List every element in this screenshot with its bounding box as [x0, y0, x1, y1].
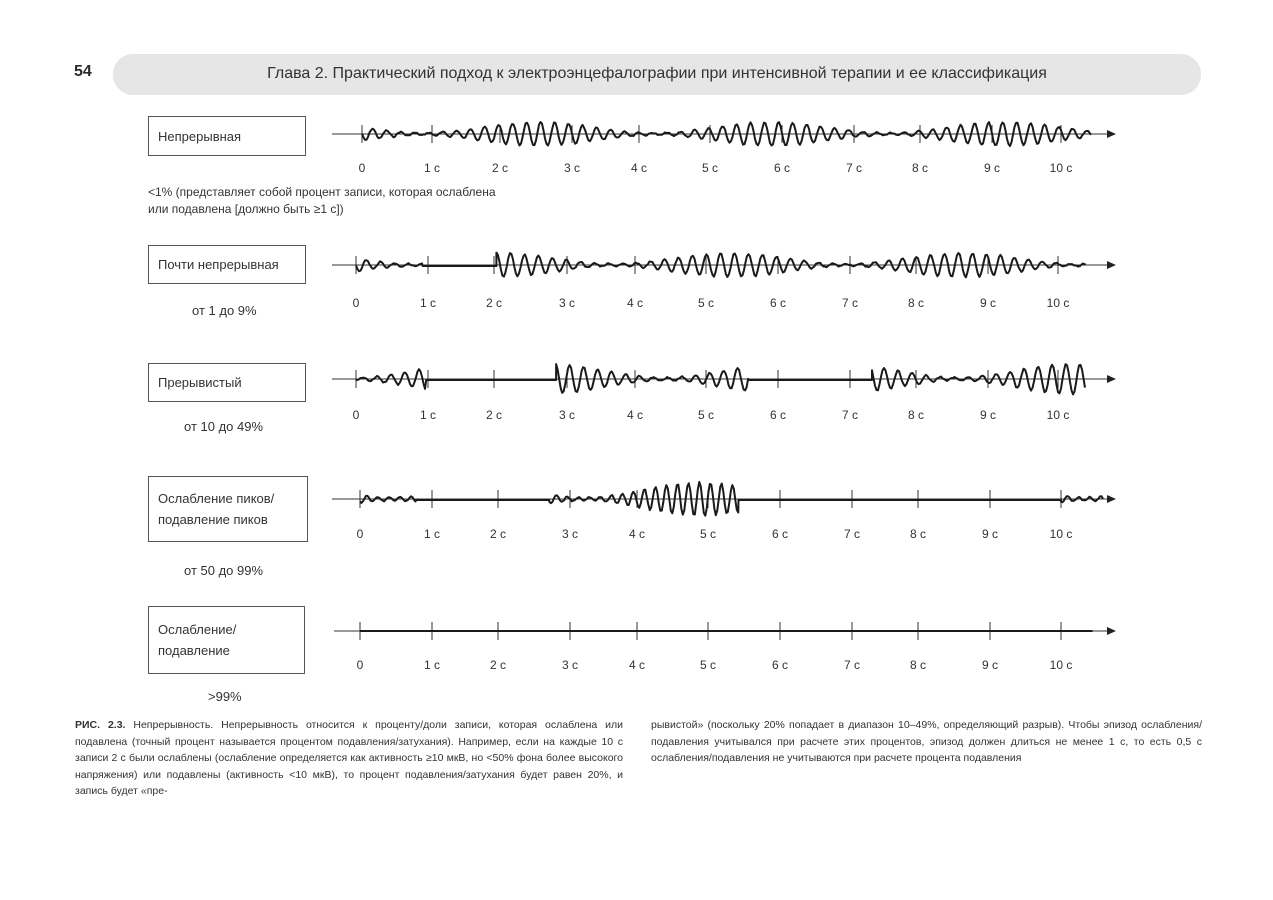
axis-arrow [1107, 375, 1116, 383]
tick-label: 8 с [911, 161, 929, 175]
tick-label: 1 с [419, 408, 437, 422]
row-percent-nearly-continuous: от 1 до 9% [192, 303, 257, 318]
tick-label: 8 с [907, 408, 925, 422]
tick-label: 0 [352, 296, 360, 310]
tick-label: 6 с [771, 658, 789, 672]
tick-label: 4 с [626, 408, 644, 422]
tick-label: 7 с [845, 161, 863, 175]
caption-label: РИС. 2.3. [75, 719, 126, 731]
tick-label: 0 [356, 658, 364, 672]
tick-label: 3 с [558, 296, 576, 310]
tick-label: 10 с [1049, 161, 1073, 175]
tick-label: 5 с [697, 296, 715, 310]
row-label-discontinuous: Прерывистый [148, 363, 306, 402]
caption-left [75, 717, 623, 800]
tick-label: 1 с [423, 161, 441, 175]
tick-label: 1 с [419, 296, 437, 310]
row-percent-suppression: >99% [208, 689, 242, 704]
axis-arrow [1107, 495, 1116, 503]
tick-label: 6 с [769, 296, 787, 310]
tick-label: 0 [352, 408, 360, 422]
tick-label: 3 с [558, 408, 576, 422]
tick-label: 3 с [561, 527, 579, 541]
chapter-title: Глава 2. Практический подход к электроэнцефалографии при интенсивной терапии и ее классификация [267, 65, 1047, 82]
axis-arrow [1107, 627, 1116, 635]
tick-label: 10 с [1046, 408, 1070, 422]
tick-label: 10 с [1046, 296, 1070, 310]
tick-label: 2 с [489, 658, 507, 672]
row-label-nearly-continuous: Почти непрерывная [148, 245, 306, 284]
tick-label: 4 с [628, 527, 646, 541]
tick-label: 8 с [909, 658, 927, 672]
tick-label: 5 с [699, 527, 717, 541]
tick-label: 4 с [630, 161, 648, 175]
row-label-suppression: Ослабление/ подавление [148, 606, 305, 674]
tick-label: 4 с [626, 296, 644, 310]
row-percent-continuous: <1% (представляет собой процент записи, которая ослаблена или подавлена [должно быть ≥1 с]) [148, 185, 496, 216]
tick-label: 5 с [701, 161, 719, 175]
tick-label: 6 с [771, 527, 789, 541]
tick-label: 9 с [983, 161, 1001, 175]
tick-label: 7 с [841, 296, 859, 310]
tick-label: 10 с [1049, 527, 1073, 541]
tick-label: 3 с [561, 658, 579, 672]
tick-label: 1 с [423, 658, 441, 672]
tick-label: 2 с [491, 161, 509, 175]
tick-label: 2 с [489, 527, 507, 541]
tick-label: 3 с [563, 161, 581, 175]
axis-arrow [1107, 130, 1116, 138]
tick-label: 10 с [1049, 658, 1073, 672]
tick-label: 7 с [843, 658, 861, 672]
tick-label: 6 с [769, 408, 787, 422]
tick-label: 8 с [907, 296, 925, 310]
tick-label: 2 с [485, 408, 503, 422]
page-number: 54 [74, 63, 92, 80]
tick-label: 0 [356, 527, 364, 541]
caption-right: рывистой» (поскольку 20% попадает в диапазон 10–49%, определяющий разрыв). Чтобы эпизод ослабления/подавления учитывался при расчете этих процентов, эпизод должен длиться не менее 1 с, то есть 0,5 с ослабления/подавления не учитываются при расчете процента подавления [651, 719, 1202, 765]
caption-text-left: Непрерывность. Непрерывность относится к проценту/доли записи, которая ослаблена или подавлена (точный процент называется процентом подавления/затухания). Например, если на каждые 10 с записи 2 с были ослаблены (ослабление определяется как активность ≥10 мкВ, но <50% фона более высокого напряжения) или подавлены (активность <10 мкВ), то процент подавления/затухания будет равен 20%, и запись будет «пре- [75, 719, 623, 798]
tick-label: 8 с [909, 527, 927, 541]
row-label-continuous: Непрерывная [148, 116, 306, 156]
row-percent-discontinuous: от 10 до 49% [184, 419, 264, 434]
tick-label: 0 [358, 161, 366, 175]
row-percent-burst-suppression: от 50 до 99% [184, 563, 264, 578]
tick-label: 5 с [697, 408, 715, 422]
tick-label: 4 с [628, 658, 646, 672]
tick-label: 1 с [423, 527, 441, 541]
tick-label: 9 с [981, 658, 999, 672]
tick-label: 2 с [485, 296, 503, 310]
tick-label: 9 с [979, 408, 997, 422]
tick-label: 5 с [699, 658, 717, 672]
tick-label: 9 с [979, 296, 997, 310]
tick-label: 7 с [841, 408, 859, 422]
axis-arrow [1107, 261, 1116, 269]
row-label-burst-suppression: Ослабление пиков/ подавление пиков [148, 476, 308, 542]
tick-label: 7 с [843, 527, 861, 541]
tick-label: 6 с [773, 161, 791, 175]
tick-label: 9 с [981, 527, 999, 541]
